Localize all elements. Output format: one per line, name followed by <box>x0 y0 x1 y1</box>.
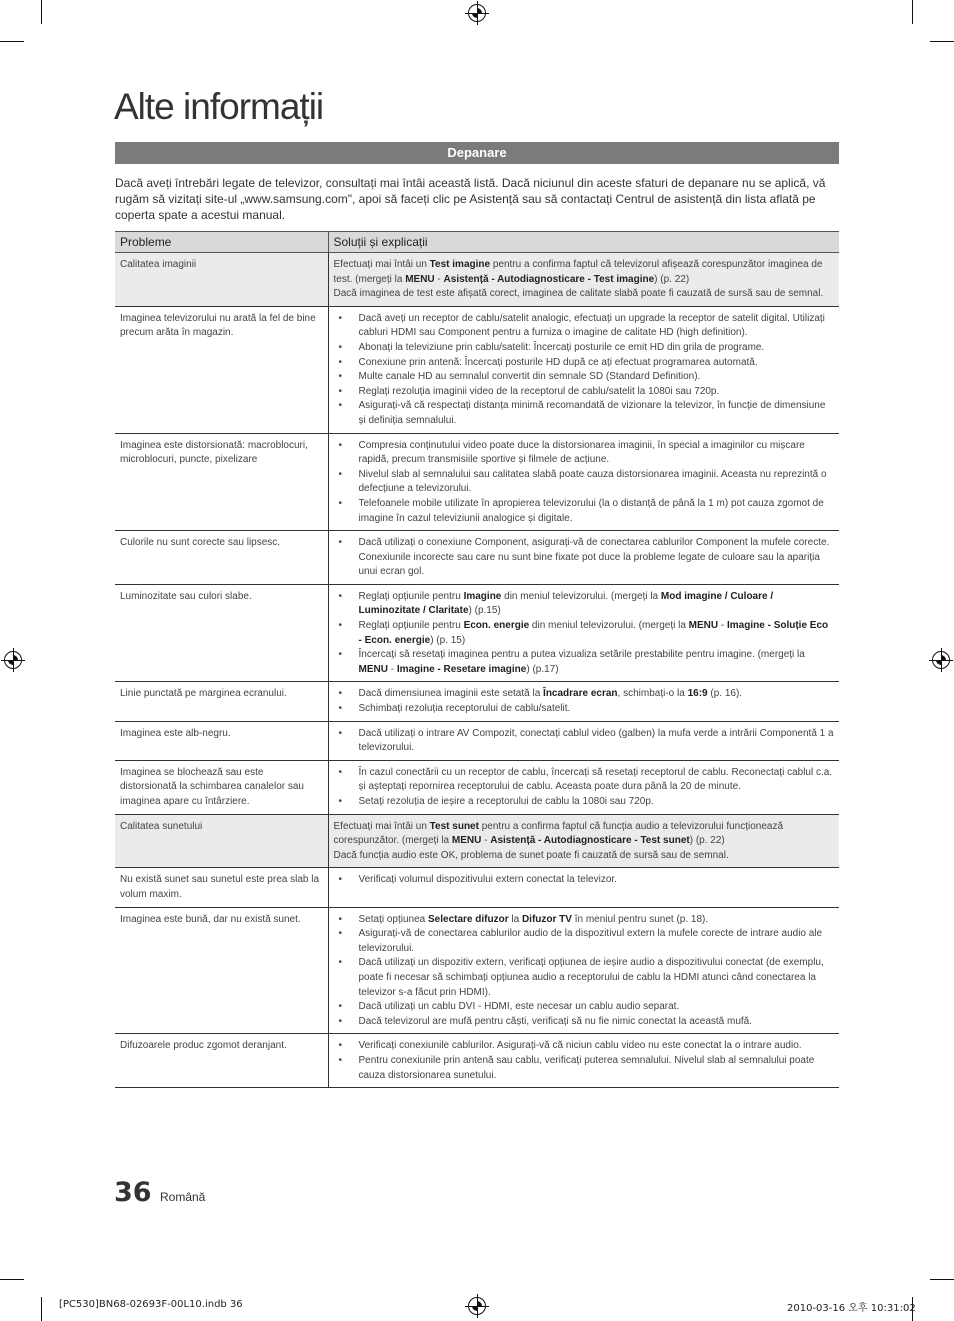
solution-cell <box>328 682 839 721</box>
text-run: Multe canale HD au semnalul convertit din semnale SD (Standard Definition). <box>358 371 701 383</box>
bold-term: Mod imagine / Culoare / Luminozitate / Claritate <box>358 590 774 617</box>
text-run: Efectuați mai întâi un <box>333 259 430 270</box>
registration-mark-icon <box>932 651 950 669</box>
table-row <box>115 531 839 585</box>
header-problem: Probleme <box>115 232 328 253</box>
solution-cell <box>328 907 839 1034</box>
table-row <box>115 682 839 721</box>
list-item <box>334 766 835 795</box>
list-item <box>334 913 835 928</box>
text-run: Dacă utilizați o conexiune Component, asigurați-vă de conectarea cablurilor Component la mufele corecte. Conexiunile incorecte sau care nu sunt bine fixate pot duce la probleme legate de culoare sau la apariția unui ecran gol. <box>358 537 830 578</box>
text-run: Reglați rezoluția imaginii video de la receptorul de cablu/satelit la 1080i sau 720p. <box>358 385 720 397</box>
crop-mark <box>0 41 24 42</box>
problem-cell: Calitatea sunetului <box>115 814 328 868</box>
bold-term: MENU <box>358 663 388 675</box>
text-run: Schimbați rezoluția receptorului de cablu/satelit. <box>358 703 571 715</box>
problem-cell: Imaginea televizorului nu arată la fel de bine precum arăta în magazin. <box>115 306 328 433</box>
text-run: Setați opțiunea <box>358 913 428 925</box>
text-run: la <box>508 913 522 925</box>
text-run: Pentru conexiunile prin antenă sau cablu, verificați puterea semnalului. Nivelul slab al semnalului poate cauza distorsionarea sunetului. <box>358 1054 815 1081</box>
solution-list <box>334 536 835 580</box>
text-run: ) (p.17) <box>526 663 559 675</box>
solution-cell <box>328 253 839 307</box>
problem-cell: Imaginea se blochează sau este distorsionată la schimbarea canalelor sau imaginea apare cu întârziere. <box>115 760 328 814</box>
text-run: Nivelul slab al semnalului sau calitatea slabă poate cauza distorsionarea imaginii. Aceasta nu reprezintă o defecțiune a televizorului. <box>358 468 827 495</box>
registration-mark-icon <box>4 651 22 669</box>
text-run: Compresia conținutului video poate duce la distorsionarea imaginii, în special a imaginilor cu mișcare rapidă, precum transmisiile sportive și filmele de acțiune. <box>358 439 805 466</box>
solution-list <box>334 439 835 527</box>
bold-term: Imagine - Resetare imagine <box>396 663 527 675</box>
crop-mark <box>41 0 42 24</box>
text-run: Dacă utilizați un dispozitiv extern, verificați opțiunea de ieșire audio a dispozitivului conectat (de exemplu, poate fi necesar să schimbați opțiunea audio a receptorului de cablu la HDMI atunci când conectarea la televizor s-a făcut prin HDMI). <box>358 957 824 998</box>
table-row <box>115 868 839 907</box>
text-run: - <box>434 273 444 285</box>
text-run: pentru a confirma faptul că televizorul afișează corespunzător imaginea de test. (mergeți la <box>333 259 823 285</box>
list-item <box>334 795 835 810</box>
solution-paragraph <box>334 287 835 302</box>
bold-term: MENU <box>405 273 435 285</box>
solution-paragraph <box>334 258 835 287</box>
text-run: Verificați volumul dispozitivului extern conectat la televizor. <box>358 874 617 886</box>
list-item <box>334 1015 835 1030</box>
text-run: (p. 16). <box>707 688 743 700</box>
table-row <box>115 907 839 1034</box>
problem-cell: Nu există sunet sau sunetul este prea slab la volum maxim. <box>115 868 328 907</box>
footer-print-date: 2010-03-16 오후 10:31:02 <box>787 1303 916 1314</box>
text-run: Reglați opțiunile pentru <box>358 590 464 602</box>
problem-cell: Luminozitate sau culori slabe. <box>115 584 328 682</box>
list-item <box>334 1039 835 1054</box>
text-run: Conexiune prin antenă: Încercați posturile HD după ce ați efectuat programarea automată. <box>358 356 758 368</box>
table-row <box>115 721 839 760</box>
solution-list <box>334 727 835 756</box>
table-row <box>115 760 839 814</box>
text-run: Reglați opțiunile pentru <box>358 620 464 632</box>
problem-cell: Imaginea este alb-negru. <box>115 721 328 760</box>
table-header-row <box>115 232 839 253</box>
table-row <box>115 306 839 433</box>
text-run: ) (p. 15) <box>430 634 466 646</box>
list-item <box>334 370 835 385</box>
bold-term: 16:9 <box>687 688 708 700</box>
bold-term: MENU <box>451 835 482 847</box>
text-run: Dacă funcția audio este OK, problema de sunet poate fi cauzată de sursă sau de semnal. <box>333 849 729 861</box>
list-item <box>334 385 835 400</box>
text-run: , schimbați-o la <box>617 688 688 700</box>
text-run: din meniul televizorului. (mergeți la <box>529 620 689 632</box>
problem-cell: Culorile nu sunt corecte sau lipsesc. <box>115 531 328 585</box>
list-item <box>334 341 835 356</box>
problem-cell: Imaginea este bună, dar nu există sunet. <box>115 907 328 1034</box>
solution-cell <box>328 721 839 760</box>
solution-cell <box>328 531 839 585</box>
solution-cell <box>328 584 839 682</box>
list-item <box>334 727 835 756</box>
text-run: Dacă utilizați un cablu DVI - HDMI, este necesar un cablu audio separat. <box>358 1001 680 1013</box>
table-body <box>115 253 839 1088</box>
page-title: Alte informații <box>114 86 324 127</box>
bold-term: Test sunet <box>429 820 479 832</box>
bold-term: Asistență - Autodiagnosticare - Test sunet <box>490 835 690 847</box>
list-item <box>334 956 835 1000</box>
bold-term: Asistență - Autodiagnosticare - Test imagine <box>443 273 655 285</box>
text-run: din meniul televizorului. (mergeți la <box>501 590 661 602</box>
troubleshooting-table <box>115 231 839 1088</box>
page-language: Română <box>160 1190 206 1204</box>
solution-cell <box>328 433 839 531</box>
bold-term: MENU <box>688 620 719 632</box>
text-run: - <box>481 835 491 847</box>
footer-file-info: [PC530]BN68-02693F-00L10.indb 36 <box>59 1299 243 1310</box>
solution-paragraph <box>334 849 835 864</box>
bold-term: Econ. energie <box>463 620 530 632</box>
table-row <box>115 1034 839 1088</box>
text-run: Verificați conexiunile cablurilor. Asigurați-vă că niciun cablu video nu este conectat la o intrare audio. <box>358 1040 802 1052</box>
text-run: Efectuați mai întâi un <box>333 820 430 832</box>
list-item <box>334 648 835 677</box>
solution-list <box>334 590 835 678</box>
page-number: 36 <box>114 1177 152 1208</box>
text-run: Dacă utilizați o intrare AV Compozit, conectați cablul video (galben) la mufa verde a intrării Componentă 1 a televizorului. <box>358 727 834 754</box>
section-title: Depanare <box>115 142 839 164</box>
text-run: În cazul conectării cu un receptor de cablu, încercați să resetați receptorul de cablu. Reconectați cablul c.a. și așteptați repornirea receptorului de cablu. Aceasta poate dura până la 20 de minute. <box>358 766 833 793</box>
solution-cell <box>328 1034 839 1088</box>
solution-paragraph <box>334 820 835 849</box>
list-item <box>334 468 835 497</box>
solution-list <box>334 1039 835 1083</box>
solution-cell <box>328 760 839 814</box>
bold-term: Selectare difuzor <box>428 913 509 925</box>
registration-mark-icon <box>468 1297 486 1315</box>
list-item <box>334 497 835 526</box>
text-run: ) (p. 22) <box>654 273 690 285</box>
list-item <box>334 687 835 702</box>
text-run: Asigurați-vă de conectarea cablurilor audio de la dispozitivul extern la mufele corecte de intrare audio ale televizorului. <box>358 928 823 954</box>
intro-paragraph: Dacă aveți întrebări legate de televizor, consultați mai întâi această listă. Dacă niciunul din aceste sfaturi de depanare nu se aplică, vă rugăm să vizitați site-ul „www.samsung.com", apoi să faceți clic pe Asistență sau să contactați Centrul de asistență din lista aflată pe coperta spate a acestui manual. <box>115 176 826 222</box>
bold-term: Difuzor TV <box>521 913 572 925</box>
solution-list <box>334 766 835 810</box>
text-run: Setați rezoluția de ieșire a receptorului de cablu la 1080i sau 720p. <box>358 796 654 807</box>
text-run: pentru a confirma faptul că funcția audio a televizorului funcționează corespunzător. (mergeți la <box>333 820 784 847</box>
crop-mark <box>930 41 954 42</box>
table-row <box>115 253 839 307</box>
crop-mark <box>930 1279 954 1280</box>
list-item <box>334 439 835 468</box>
text-run: în meniul pentru sunet (p. 18). <box>571 913 709 925</box>
list-item <box>334 873 835 888</box>
list-item <box>334 702 835 717</box>
crop-mark <box>0 1279 24 1280</box>
text-run: Dacă dimensiunea imaginii este setată la <box>358 688 544 700</box>
crop-mark <box>41 1297 42 1321</box>
bold-term: Test imagine <box>429 259 491 270</box>
bold-term: Imagine <box>463 590 502 602</box>
list-item <box>334 399 835 428</box>
bold-term: Imagine - Soluție Eco - Econ. energie <box>358 620 829 646</box>
text-run: Dacă aveți un receptor de cablu/satelit analogic, efectuați un upgrade la receptor de satelit digital. Utilizați cabluri HDMI sau Component pentru a furniza o imagine de calitate HD (high definition). <box>358 312 825 339</box>
registration-mark-icon <box>468 4 486 22</box>
text-run: Asigurați-vă că respectați distanța minimă recomandată de vizionare la televizor, în funcție de dimensiune și definiția semnalului. <box>358 400 826 426</box>
text-run: ) (p. 22) <box>689 835 725 847</box>
text-run: Telefoanele mobile utilizate în apropierea televizorului (la o distanță de până la 1 m) pot cauza zgomot de imagine în cazul televiziunii analogice și digitale. <box>358 497 824 524</box>
list-item <box>334 536 835 580</box>
table-row <box>115 584 839 682</box>
text-run: ) (p.15) <box>468 605 501 617</box>
problem-cell: Calitatea imaginii <box>115 253 328 307</box>
text-run: Dacă televizorul are mufă pentru căști, verificați să nu fie nimic conectat la această mufă. <box>358 1015 753 1027</box>
table-row <box>115 433 839 531</box>
solution-cell <box>328 868 839 907</box>
text-run: Dacă imaginea de test este afișată corect, imaginea de calitate slabă poate fi cauzată de sursă sau de semnal. <box>333 288 824 300</box>
list-item <box>334 927 835 956</box>
solution-list <box>334 913 835 1030</box>
problem-cell: Difuzoarele produc zgomot deranjant. <box>115 1034 328 1088</box>
text-run: Încercați să resetați imaginea pentru a putea vizualiza setările prestabilite pentru imagine. (mergeți la <box>358 649 805 661</box>
table-row <box>115 814 839 868</box>
bold-term: Încadrare ecran <box>543 688 618 700</box>
list-item <box>334 590 835 619</box>
list-item <box>334 356 835 371</box>
list-item <box>334 1000 835 1015</box>
solution-cell <box>328 814 839 868</box>
solution-cell <box>328 306 839 433</box>
text-run: - <box>387 663 397 675</box>
solution-list <box>334 312 835 429</box>
problem-cell: Linie punctată pe marginea ecranului. <box>115 682 328 721</box>
crop-mark <box>912 0 913 24</box>
list-item <box>334 619 835 648</box>
list-item <box>334 312 835 341</box>
text-run: - <box>718 620 728 632</box>
header-solution: Soluții și explicații <box>328 232 839 253</box>
solution-list <box>334 873 835 888</box>
solution-list <box>334 687 835 716</box>
list-item <box>334 1054 835 1083</box>
problem-cell: Imaginea este distorsionată: macroblocuri, microblocuri, puncte, pixelizare <box>115 433 328 531</box>
text-run: Abonați la televiziune prin cablu/satelit: Încercați posturile ce emit HD din grila de programe. <box>358 341 765 353</box>
